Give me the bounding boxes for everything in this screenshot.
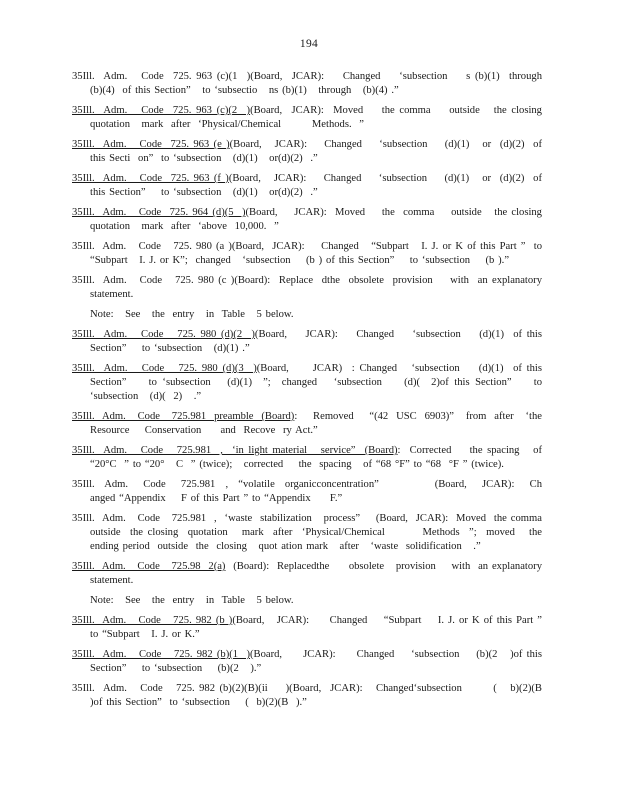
change-description: (Board, JCAR): Changed “Subpart I. J. or K of this Part ” to “Subpart I. J. or K.” (90, 615, 554, 640)
change-description: (Board, JCAR): Changed ‘subsection (d)(1) of this Section” to ‘subsection (d)(1) .” (90, 329, 546, 354)
list-item (72, 560, 546, 588)
change-description: (Board, JCAR): Changed ‘subsection (b)(2 )of this Section” to ‘subsection (b)(2 ).” (90, 649, 546, 674)
entries-list (72, 70, 558, 716)
list-item (72, 172, 546, 200)
list-item (72, 512, 546, 554)
list-item (72, 478, 558, 506)
page-number: 194 (299, 38, 319, 50)
section-citation: 35Ill. Adm. Code 725. 982 (b)(1 ) (72, 649, 251, 660)
change-description: (Board, JCAR): Changed ‘subsection (d)(1) or (d)(2) of this Section” to ‘subsection (d)(1) or(d)(2) .” (90, 173, 546, 198)
change-description: 35Ill. Adm. Code 725. 963 (c)(1 )(Board, JCAR): Changed ‘subsection s (b)(1) through (b)(4) of this Section” to ‘subsectio ns (b)(1) through (b)(4) .” (72, 71, 554, 96)
list-item (72, 410, 546, 438)
list-item (72, 206, 546, 234)
change-description: : Corrected the spacing of “20°C ” to “20° C ” (twice); corrected the spacing of “68 °F” to “68 °F ” (twice). (90, 445, 558, 470)
change-description: 35Ill. Adm. Code 725. 980 (a )(Board, JCAR): Changed “Subpart I. J. or K of this Part ” to “Subpart I. J. or K”; changed ‘subsection (b ) of this Section” to ‘subsection (b ).” (72, 241, 546, 266)
list-item (72, 614, 554, 642)
list-item (72, 70, 554, 98)
change-description: 35Ill. Adm. Code 725. 980 (c )(Board): Replace dthe obsolete provision with an explanatory statement. (72, 275, 546, 300)
list-item (72, 240, 546, 268)
change-description: 35Ill. Adm. Code 725.981 , ‘waste stabilization process” (Board, JCAR): Moved the comma outside the closing quotation mark after ‘Physical/Chemical Methods ”; moved the ending period outside the closing quot ation mark after ‘waste solidification .” (72, 513, 546, 552)
section-citation: 35Ill. Adm. Code 725. 963 (f ) (72, 173, 229, 184)
section-citation: 35Ill. Adm. Code 725. 963 (e ) (72, 139, 230, 150)
section-citation: 35Ill. Adm. Code 725. 963 (c)(2 ) (72, 105, 251, 116)
section-citation: 35Ill. Adm. Code 725.981 , ‘in light material service” (Board) (72, 445, 398, 456)
list-item (72, 138, 546, 166)
change-description: (Board, JCAR): Moved the comma outside the closing quotation mark after ‘above 10,000. ” (90, 207, 546, 232)
change-description: 35Ill. Adm. Code 725.981 , “volatile organicconcentration” (Board, JCAR): Ch anged “Appendix F of this Part ” to “Appendix F.” (72, 479, 558, 504)
change-description: (Board): Replacedthe obsolete provision with an explanatory statement. (90, 561, 546, 586)
list-item (72, 274, 546, 302)
section-citation: 35Ill. Adm. Code 725. 964 (d)(5 ) (72, 207, 246, 218)
section-citation: 35Ill. Adm. Code 725. 980 (d)(3 ) (72, 363, 257, 374)
section-citation: 35Ill. Adm. Code 725. 980 (d)(2 ) (72, 329, 255, 340)
section-citation: 35Ill. Adm. Code 725.981 preamble (Board) (72, 411, 295, 422)
note: Note: See the entry in Table 5 below. (90, 309, 294, 320)
section-citation: 35Ill. Adm. Code 725.98 2(a) (72, 561, 226, 572)
change-description: 35Ill. Adm. Code 725. 982 (b)(2)(B)(ii )(Board, JCAR): Changed‘subsection ( b)(2)(B )of this Section” to ‘subsection ( b)(2)(B ).” (72, 683, 554, 708)
list-item (72, 362, 546, 404)
list-item (72, 682, 554, 710)
list-item (72, 104, 546, 132)
change-description: (Board, JCAR): Changed ‘subsection (d)(1) or (d)(2) of this Secti on” to ‘subsection (d)(1) or(d)(2) .” (90, 139, 546, 164)
change-description: (Board, JCAR): Moved the comma outside the closing quotation mark after ‘Physical/Chemical Methods. ” (90, 105, 546, 130)
list-item (72, 444, 558, 472)
section-citation: 35Ill. Adm. Code 725. 982 (b ) (72, 615, 233, 626)
change-description: (Board, JCAR) : Changed ‘subsection (d)(1) of this Section” to ‘subsection (d)(1) ”; changed ‘subsection (d)( 2)of this Section” to ‘subsection (d)( 2) .” (90, 363, 546, 402)
list-item (72, 648, 546, 676)
note: Note: See the entry in Table 5 below. (90, 595, 294, 606)
change-description: : Removed “(42 USC 6903)” from after ‘the Resource Conservation and Recove ry Act.” (90, 411, 546, 436)
list-item (72, 328, 546, 356)
